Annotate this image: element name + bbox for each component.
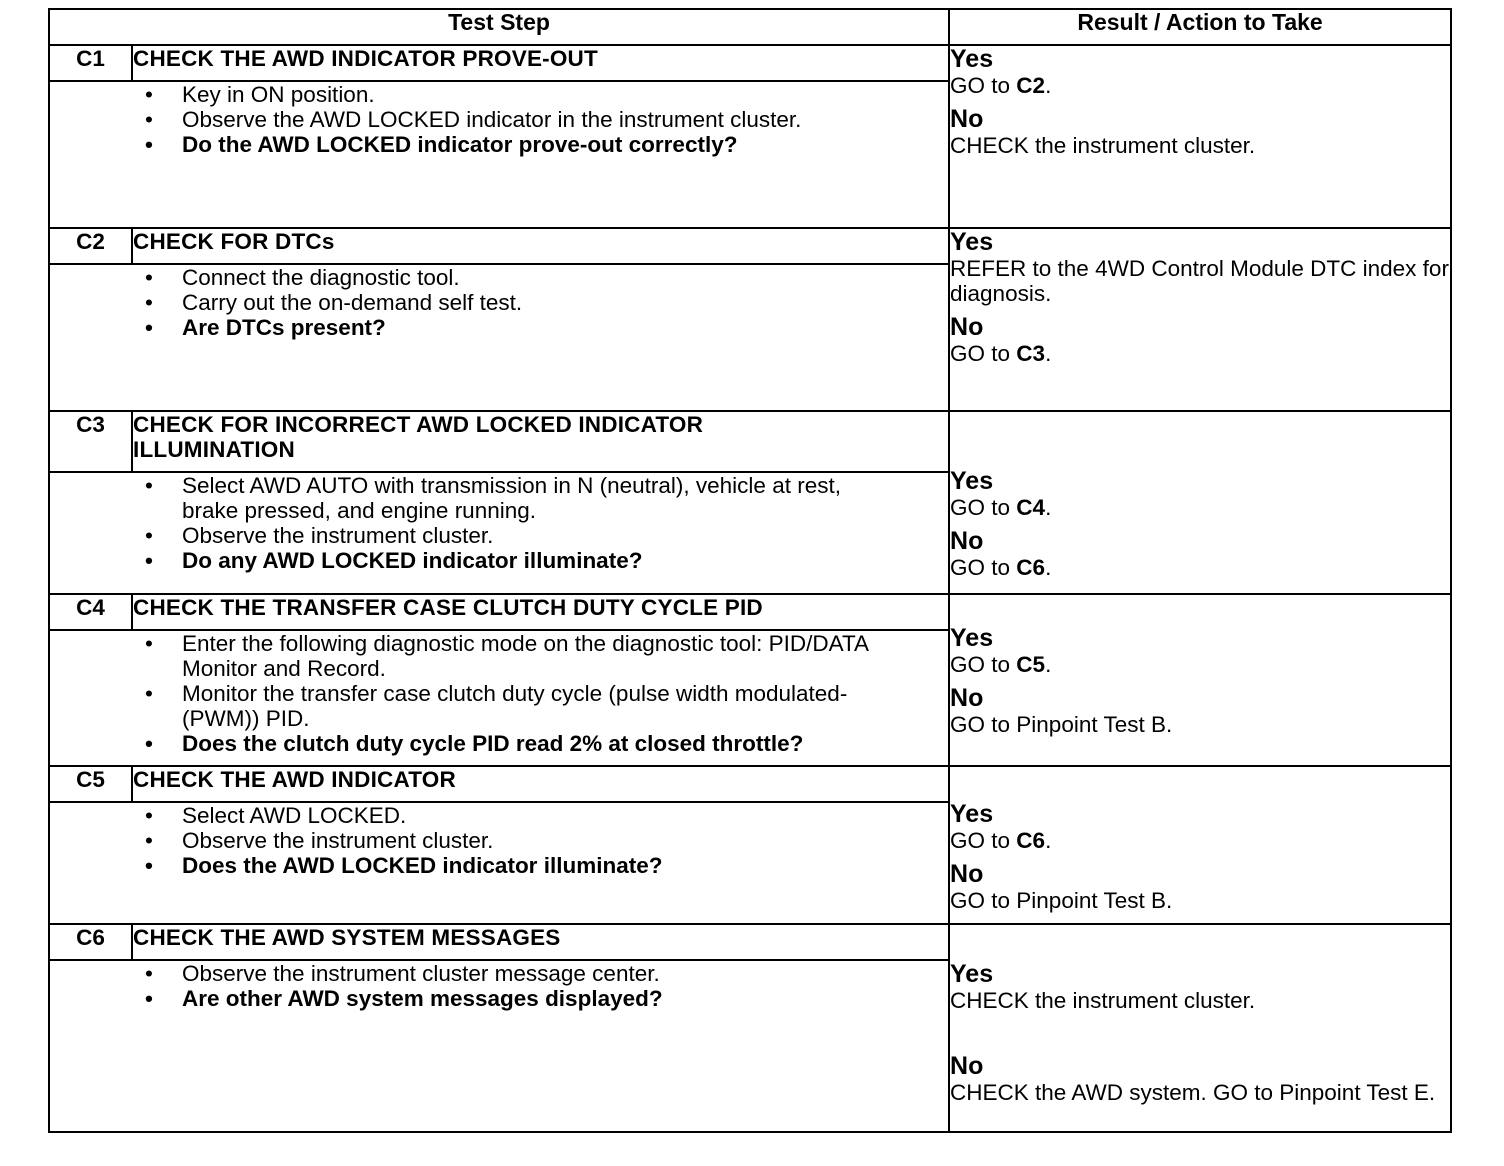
yes-action: REFER to the 4WD Control Module DTC index for diagnosis. <box>950 256 1449 306</box>
yes-target: C4 <box>1016 495 1046 520</box>
step-title: CHECK THE AWD INDICATOR <box>132 766 949 802</box>
no-action: GO to C3. <box>950 341 1052 366</box>
action-item: • Observe the instrument cluster message center. <box>50 961 948 986</box>
step-title-row <box>49 766 1451 802</box>
yes-action: GO to C2. <box>950 73 1052 98</box>
action-item: • Key in ON position. <box>50 82 948 107</box>
step-question: • Does the AWD LOCKED indicator illuminate? <box>50 853 948 878</box>
no-label: No <box>950 684 984 712</box>
step-result <box>949 45 1451 228</box>
step-title-row <box>49 594 1451 630</box>
no-action: GO to Pinpoint Test B. <box>950 712 1173 737</box>
no-action: CHECK the instrument cluster. <box>950 133 1256 158</box>
step-title-row <box>49 411 1451 472</box>
test-step-header: Test Step <box>49 9 949 45</box>
yes-action: GO to C6. <box>950 828 1052 853</box>
no-target: C6 <box>1016 555 1046 580</box>
step-result <box>949 228 1451 411</box>
step-actions <box>49 960 949 1132</box>
yes-label: Yes <box>950 467 994 495</box>
no-label: No <box>950 1052 984 1080</box>
diagnostic-table <box>48 8 1452 1133</box>
header-row <box>49 9 1451 45</box>
no-action: CHECK the AWD system. GO to Pinpoint Test E. <box>950 1080 1436 1105</box>
step-code: C4 <box>49 594 132 630</box>
step-title-row <box>49 45 1451 81</box>
action-item: • Monitor the transfer case clutch duty cycle (pulse width modulated-(PWM)) PID. <box>50 681 888 731</box>
yes-target: C5 <box>1016 652 1046 677</box>
action-item: • Observe the instrument cluster. <box>50 828 948 853</box>
yes-label: Yes <box>950 45 994 73</box>
yes-label: Yes <box>950 624 994 652</box>
action-item: • Carry out the on-demand self test. <box>50 290 948 315</box>
step-code: C2 <box>49 228 132 264</box>
step-result <box>949 411 1451 594</box>
step-question: • Are other AWD system messages displayed? <box>50 986 948 1011</box>
action-item: • Observe the AWD LOCKED indicator in the instrument cluster. <box>50 107 948 132</box>
yes-action: GO to C4. <box>950 495 1052 520</box>
no-action: GO to C6. <box>950 555 1052 580</box>
action-item: • Select AWD AUTO with transmission in N (neutral), vehicle at rest, brake pressed, and engine running. <box>50 473 888 523</box>
step-question: • Do any AWD LOCKED indicator illuminate? <box>50 548 888 573</box>
no-target: C3 <box>1016 341 1046 366</box>
step-code: C5 <box>49 766 132 802</box>
step-title: CHECK FOR DTCs <box>132 228 949 264</box>
action-item: • Observe the instrument cluster. <box>50 523 888 548</box>
step-result <box>949 766 1451 924</box>
step-question: • Does the clutch duty cycle PID read 2% at closed throttle? <box>50 731 888 756</box>
step-title: CHECK THE TRANSFER CASE CLUTCH DUTY CYCLE PID <box>132 594 949 630</box>
step-actions <box>49 802 949 924</box>
yes-action: CHECK the instrument cluster. <box>950 988 1256 1013</box>
step-code: C3 <box>49 411 132 472</box>
yes-label: Yes <box>950 228 994 256</box>
yes-label: Yes <box>950 800 994 828</box>
step-code: C1 <box>49 45 132 81</box>
result-header: Result / Action to Take <box>949 9 1451 45</box>
step-result <box>949 924 1451 1132</box>
step-title: CHECK FOR INCORRECT AWD LOCKED INDICATOR ILLUMINATION <box>132 411 949 472</box>
step-question: • Do the AWD LOCKED indicator prove-out correctly? <box>50 132 948 157</box>
no-label: No <box>950 105 984 133</box>
step-title-row <box>49 924 1451 960</box>
step-code: C6 <box>49 924 132 960</box>
step-actions <box>49 81 949 228</box>
step-title-row <box>49 228 1451 264</box>
step-result <box>949 594 1451 766</box>
step-actions <box>49 630 949 766</box>
action-item: • Select AWD LOCKED. <box>50 803 948 828</box>
no-action: GO to Pinpoint Test B. <box>950 888 1173 913</box>
yes-label: Yes <box>950 960 994 988</box>
yes-action: GO to C5. <box>950 652 1052 677</box>
step-actions <box>49 264 949 411</box>
no-label: No <box>950 527 984 555</box>
step-title: CHECK THE AWD INDICATOR PROVE-OUT <box>132 45 949 81</box>
no-label: No <box>950 313 984 341</box>
no-label: No <box>950 860 984 888</box>
action-item: • Enter the following diagnostic mode on the diagnostic tool: PID/DATA Monitor and Record. <box>50 631 888 681</box>
yes-target: C6 <box>1016 828 1046 853</box>
step-question: • Are DTCs present? <box>50 315 948 340</box>
step-title: CHECK THE AWD SYSTEM MESSAGES <box>132 924 949 960</box>
action-item: • Connect the diagnostic tool. <box>50 265 948 290</box>
yes-target: C2 <box>1016 73 1046 98</box>
step-actions <box>49 472 949 594</box>
